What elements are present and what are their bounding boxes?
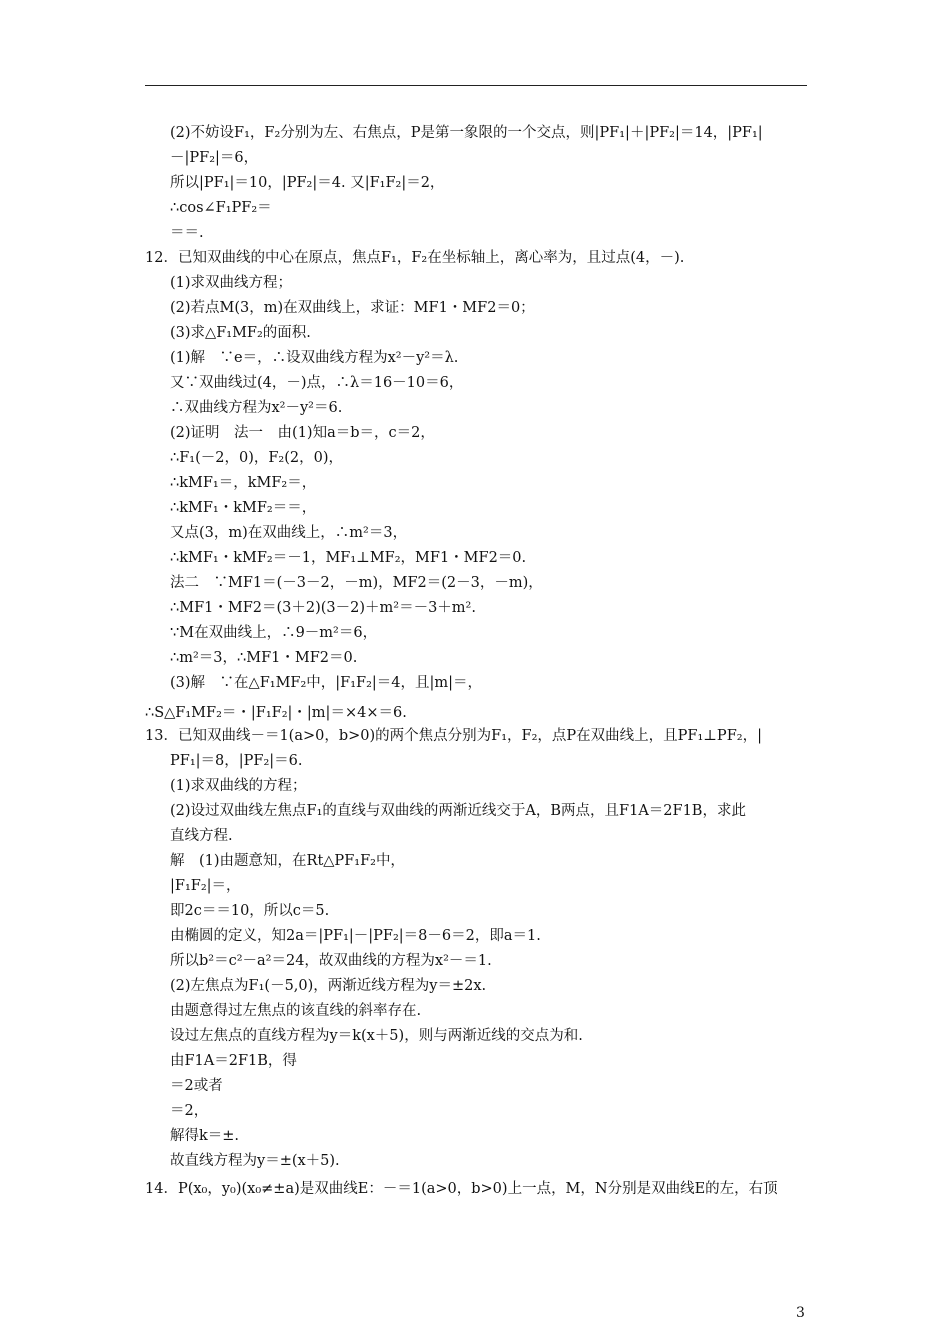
text-line: 又∵双曲线过(4，－)点，∴λ＝16－10＝6， (170, 375, 464, 391)
text-line: |F₁F₂|＝， (170, 878, 241, 894)
text-line: (3)解 ∵在△F₁MF₂中，|F₁F₂|＝4，且|m|＝， (170, 675, 483, 691)
question-14-heading: 14．P(x₀，y₀)(x₀≠±a)是双曲线E：－＝1(a>0，b>0)上一点，M，N分别是双曲线E的左，右顶 (145, 1181, 778, 1197)
text-line: (2)证明 法一 由(1)知a＝b＝，c＝2， (170, 425, 435, 441)
text-line: 直线方程. (170, 828, 233, 844)
text-line: ∴kMF₁・kMF₂＝－1，MF₁⊥MF₂，MF1・MF2＝0. (170, 550, 527, 566)
text-line: ＝2或者 (170, 1078, 223, 1094)
page-number: 3 (796, 1305, 805, 1321)
text-line: ∵M在双曲线上，∴9－m²＝6， (170, 625, 378, 641)
text-line: ∴MF1・MF2＝(3＋2)(3－2)＋m²＝－3＋m². (170, 600, 476, 616)
text-line: 解 (1)由题意知，在Rt△PF₁F₂中， (170, 853, 405, 869)
text-line: (1)求双曲线方程； (170, 275, 293, 291)
text-line: (2)设过双曲线左焦点F₁的直线与双曲线的两渐近线交于A，B两点，且F1A＝2F1B，求此 (170, 803, 746, 819)
text-line: 设过左焦点的直线方程为y＝k(x＋5)，则与两渐近线的交点为和. (170, 1028, 583, 1044)
text-line: ∴m²＝3，∴MF1・MF2＝0. (170, 650, 358, 666)
text-line: 由F1A＝2F1B，得 (170, 1053, 297, 1069)
text-line: 所以b²＝c²－a²＝24，故双曲线的方程为x²－＝1. (170, 953, 492, 969)
text-line: 即2c＝＝10，所以c＝5. (170, 903, 330, 919)
text-line: (1)解 ∵e＝，∴设双曲线方程为x²－y²＝λ. (170, 350, 459, 366)
text-line: 由椭圆的定义，知2a＝|PF₁|－|PF₂|＝8－6＝2，即a＝1. (170, 928, 541, 944)
text-line: (2)不妨设F₁，F₂分别为左、右焦点，P是第一象限的一个交点，则|PF₁|＋|PF₂|＝14，|PF₁| (170, 125, 763, 141)
text-line: ∴双曲线方程为x²－y²＝6. (170, 400, 343, 416)
question-12-heading: 12．已知双曲线的中心在原点，焦点F₁，F₂在坐标轴上，离心率为，且过点(4，－). (145, 250, 685, 266)
text-line: ∴S△F₁MF₂＝・|F₁F₂|・|m|＝×4×＝6. (145, 705, 407, 721)
text-line: ∴kMF₁・kMF₂＝＝， (170, 500, 317, 516)
text-line: 由题意得过左焦点的该直线的斜率存在. (170, 1003, 422, 1019)
text-line: (3)求△F₁MF₂的面积. (170, 325, 311, 341)
text-line: (2)若点M(3，m)在双曲线上，求证：MF1・MF2＝0； (170, 300, 535, 316)
text-line: ＝＝. (170, 225, 204, 241)
question-13-heading: 13．已知双曲线－＝1(a>0，b>0)的两个焦点分别为F₁，F₂，点P在双曲线上，且PF₁⊥PF₂，| (145, 728, 762, 744)
text-line: －|PF₂|＝6， (170, 150, 259, 166)
text-line: 又点(3，m)在双曲线上，∴m²＝3， (170, 525, 408, 541)
text-line: PF₁|＝8，|PF₂|＝6. (170, 753, 303, 769)
text-line: 所以|PF₁|＝10，|PF₂|＝4. 又|F₁F₂|＝2， (170, 175, 445, 191)
text-line: 法二 ∵MF1＝(－3－2，－m)，MF2＝(2－3，－m)， (170, 575, 543, 591)
text-line: ∴kMF₁＝，kMF₂＝， (170, 475, 317, 491)
text-line: (2)左焦点为F₁(－5,0)，两渐近线方程为y＝±2x. (170, 978, 487, 994)
text-line: ＝2， (170, 1103, 209, 1119)
header-rule (145, 85, 807, 86)
text-line: (1)求双曲线的方程； (170, 778, 307, 794)
text-line: ∴F₁(－2，0)，F₂(2，0)， (170, 450, 344, 466)
text-line: 故直线方程为y＝±(x＋5). (170, 1153, 340, 1169)
text-line: ∴cos∠F₁PF₂＝ (170, 200, 272, 216)
text-line: 解得k＝±. (170, 1128, 240, 1144)
